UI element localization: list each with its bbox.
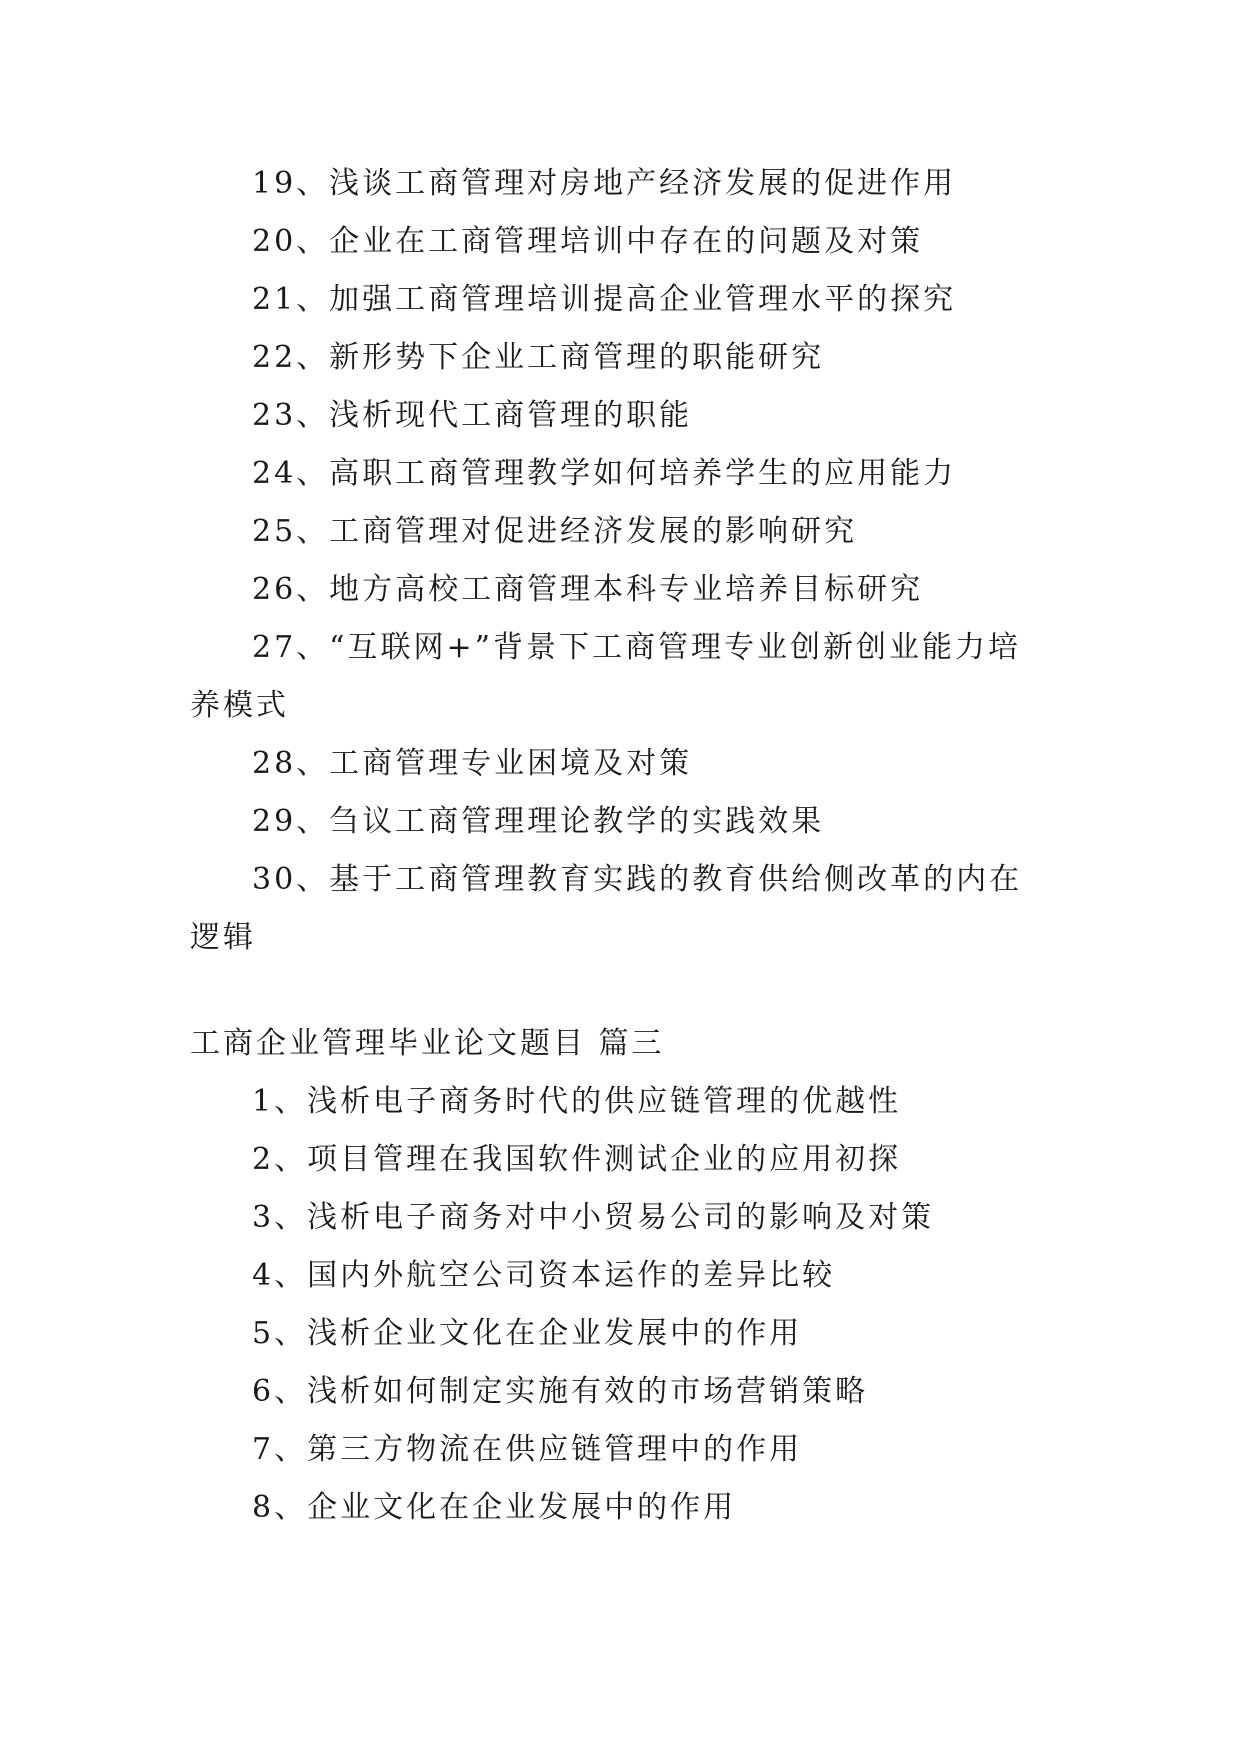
list-item: 4、国内外航空公司资本运作的差异比较 [252, 1258, 836, 1293]
list-item: 30、基于工商管理教育实践的教育供给侧改革的内在逻辑 [190, 862, 1023, 955]
list-item: 19、浅谈工商管理对房地产经济发展的促进作用 [252, 166, 957, 201]
list-item: 1、浅析电子商务时代的供应链管理的优越性 [252, 1084, 902, 1119]
list-item: 27、“互联网+”背景下工商管理专业创新创业能力培养模式 [190, 630, 1021, 723]
list-item: 23、浅析现代工商管理的职能 [252, 398, 693, 433]
list-item: 29、刍议工商管理理论教学的实践效果 [252, 804, 825, 839]
list-item: 25、工商管理对促进经济发展的影响研究 [252, 514, 858, 549]
section-heading: 工商企业管理毕业论文题目 篇三 [190, 1026, 665, 1061]
list-item: 7、第三方物流在供应链管理中的作用 [252, 1432, 803, 1467]
list-item: 6、浅析如何制定实施有效的市场营销策略 [252, 1374, 869, 1409]
list-item: 2、项目管理在我国软件测试企业的应用初探 [252, 1142, 902, 1177]
list-item: 3、浅析电子商务对中小贸易公司的影响及对策 [252, 1200, 935, 1235]
list-item: 8、企业文化在企业发展中的作用 [252, 1490, 737, 1525]
list-item: 22、新形势下企业工商管理的职能研究 [252, 340, 825, 375]
list-item: 21、加强工商管理培训提高企业管理水平的探究 [252, 282, 957, 317]
list-item: 26、地方高校工商管理本科专业培养目标研究 [252, 572, 924, 607]
list-item: 5、浅析企业文化在企业发展中的作用 [252, 1316, 803, 1351]
list-item: 28、工商管理专业困境及对策 [252, 746, 693, 781]
list-item: 20、企业在工商管理培训中存在的问题及对策 [252, 224, 924, 259]
list-item: 24、高职工商管理教学如何培养学生的应用能力 [252, 456, 957, 491]
